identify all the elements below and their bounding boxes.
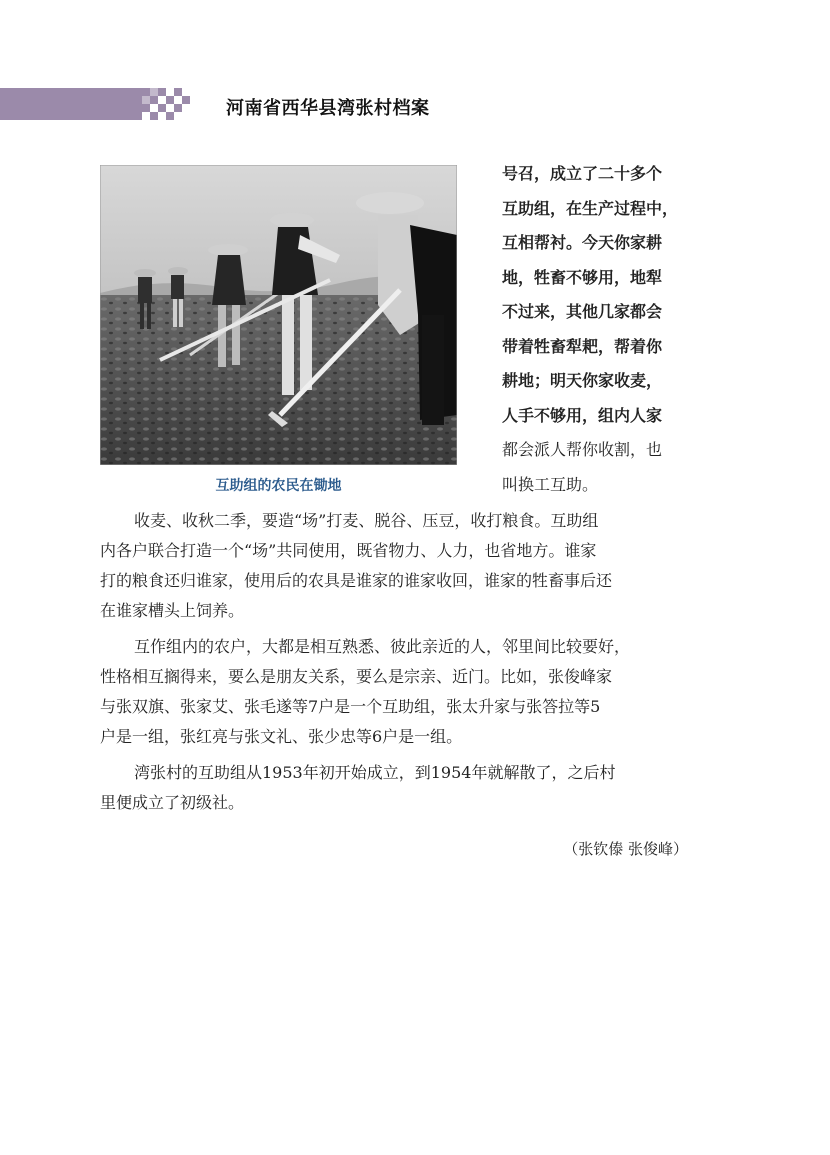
- body-text: [100, 506, 690, 824]
- side-text-line: 地，牲畜不够用，地犁: [502, 267, 663, 287]
- side-text-line: 耕地；明天你家收麦，: [502, 371, 663, 390]
- page-title: 河南省西华县湾张村档案: [226, 98, 430, 119]
- side-text-column: [502, 157, 702, 502]
- side-text-line: 人手不够用，组内人家: [502, 405, 663, 425]
- paragraph-line: 里便成立了初级社。: [100, 793, 245, 812]
- side-text-line: 带着牲畜犁耙，帮着你: [502, 336, 663, 356]
- author-signature: （张钦傣 张俊峰）: [563, 840, 688, 858]
- paragraph-line: 收麦、收秋二季，要造“场”打麦、脱谷、压豆，收打粮食。互助组: [134, 511, 599, 530]
- side-text-line: 都会派人帮你收割，也: [502, 440, 663, 459]
- side-text-line: 不过来，其他几家都会: [502, 302, 663, 321]
- photo-caption: 互助组的农民在锄地: [215, 478, 342, 494]
- paragraph-line: 互作组内的农户，大都是相互熟悉、彼此亲近的人，邻里间比较要好，: [134, 637, 631, 656]
- paragraph-line: 性格相互搁得来，要么是朋友关系，要么是宗亲、近门。比如，张俊峰家: [100, 667, 613, 686]
- header-pixel-decoration: [142, 88, 190, 120]
- paragraph: [100, 758, 690, 818]
- paragraph: [100, 632, 690, 752]
- side-text-line: 互相帮衬。今天你家耕: [502, 233, 663, 252]
- side-text-line: 叫换工互助。: [502, 474, 599, 494]
- header-band: [0, 88, 142, 120]
- side-text-line: 号召，成立了二十多个: [502, 164, 663, 183]
- paragraph-line: 打的粮食还归谁家，使用后的农具是谁家的谁家收回，谁家的牲畜事后还: [100, 571, 613, 590]
- paragraph-line: 与张双旗、张家艾、张毛遂等7户是一个互助组，张太升家与张答拉等5: [100, 697, 601, 716]
- paragraph-line: 在谁家槽头上饲养。: [100, 601, 245, 620]
- paragraph-line: 户是一组，张红亮与张文礼、张少忠等6户是一组。: [100, 727, 463, 746]
- paragraph-line: 内各户联合打造一个“场”共同使用，既省物力、人力，也省地方。谁家: [100, 541, 597, 560]
- paragraph: [100, 506, 690, 626]
- farmers-hoeing-photo: [100, 165, 457, 465]
- paragraph-line: 湾张村的互助组从1953年初开始成立，到1954年就解散了，之后村: [134, 763, 616, 782]
- side-text-line: 互助组，在生产过程中，: [502, 198, 679, 218]
